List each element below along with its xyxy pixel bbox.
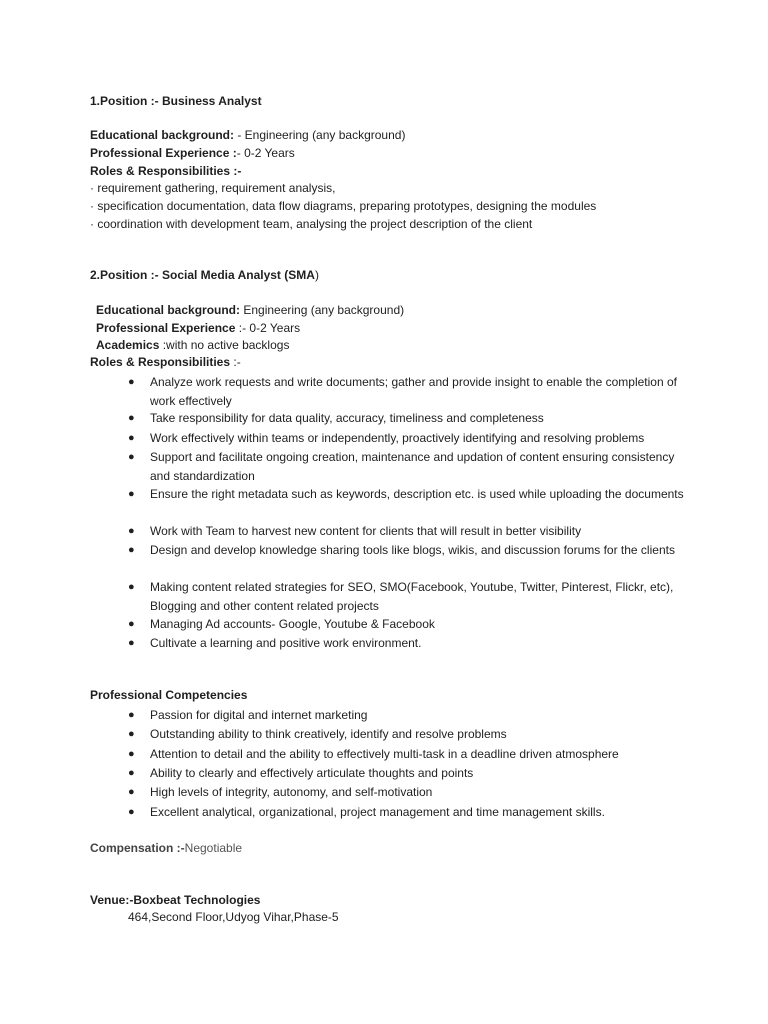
compensation-value: Negotiable xyxy=(184,841,243,855)
bullet-icon: ● xyxy=(128,432,135,444)
compensation xyxy=(90,839,242,857)
pos2-academics-value: :with no active backlogs xyxy=(159,338,290,352)
bullet-icon: ● xyxy=(128,748,135,760)
role-item: Managing Ad accounts- Google, Youtube & Facebook xyxy=(150,617,435,631)
bullet-icon: ● xyxy=(128,488,135,500)
bullet-icon: ● xyxy=(128,618,135,630)
pos1-role-item: · requirement gathering, requirement analysis, xyxy=(90,181,336,195)
competencies-heading: Professional Competencies xyxy=(90,688,248,702)
pos1-education xyxy=(90,126,405,144)
pos2-experience-label: Professional Experience xyxy=(96,321,236,335)
bullet-icon: ● xyxy=(128,728,135,740)
pos1-education-value: - Engineering (any background) xyxy=(234,128,406,142)
bullet-icon: ● xyxy=(128,581,135,593)
pos1-education-label: Educational background: xyxy=(90,128,235,142)
compensation-label: Compensation :- xyxy=(90,841,185,855)
competency-item: Excellent analytical, organizational, project management and time management skills. xyxy=(150,805,605,819)
role-item: Work effectively within teams or independently, proactively identifying and resolving problems xyxy=(150,431,645,445)
competency-item: High levels of integrity, autonomy, and self-motivation xyxy=(150,785,433,799)
pos2-academics xyxy=(96,336,289,354)
role-item: Take responsibility for data quality, accuracy, timeliness and completeness xyxy=(150,411,544,425)
pos2-roles-label: Roles & Responsibilities xyxy=(90,355,231,369)
pos2-education-value: Engineering (any background) xyxy=(240,303,405,317)
pos2-education-label: Educational background: xyxy=(96,303,241,317)
pos1-role-item: · specification documentation, data flow diagrams, preparing prototypes, designing the modules xyxy=(90,199,597,213)
competency-item: Ability to clearly and effectively articulate thoughts and points xyxy=(150,766,474,780)
venue-address: 464,Second Floor,Udyog Vihar,Phase-5 xyxy=(128,910,339,924)
pos2-experience xyxy=(96,319,300,337)
role-item: Cultivate a learning and positive work environment. xyxy=(150,636,422,650)
bullet-icon: ● xyxy=(128,451,135,463)
position-2-title xyxy=(90,266,319,284)
bullet-icon: ● xyxy=(128,767,135,779)
pos1-role-item: · coordination with development team, analysing the project description of the client xyxy=(90,217,533,231)
pos2-academics-label: Academics xyxy=(96,338,160,352)
competency-item: Passion for digital and internet marketing xyxy=(150,708,368,722)
role-item: Design and develop knowledge sharing tools like blogs, wikis, and discussion forums for the clients xyxy=(150,543,675,557)
pos2-experience-value: :- 0-2 Years xyxy=(235,321,301,335)
role-item: Ensure the right metadata such as keywords, description etc. is used while uploading the documents xyxy=(150,487,684,501)
position-2-title-text: 2.Position :- Social Media Analyst (SMA xyxy=(90,268,315,282)
bullet-icon: ● xyxy=(128,525,135,537)
pos1-experience xyxy=(90,144,295,162)
position-2-title-paren: ) xyxy=(314,268,319,282)
pos1-roles-heading: Roles & Responsibilities :- xyxy=(90,164,242,178)
role-item: Support and facilitate ongoing creation, maintenance and updation of content ensuring consistency and standardization xyxy=(150,450,675,483)
bullet-icon: ● xyxy=(128,376,135,388)
bullet-icon: ● xyxy=(128,806,135,818)
bullet-icon: ● xyxy=(128,786,135,798)
bullet-icon: ● xyxy=(128,412,135,424)
pos2-education xyxy=(96,301,404,319)
bullet-icon: ● xyxy=(128,544,135,556)
role-item: Work with Team to harvest new content for clients that will result in better visibility xyxy=(150,524,582,538)
role-item: Making content related strategies for SEO, SMO(Facebook, Youtube, Twitter, Pinterest, Flickr, etc), Blogging and other content related projects xyxy=(150,580,674,613)
competency-item: Outstanding ability to think creatively, identify and resolve problems xyxy=(150,727,507,741)
position-1-title: 1.Position :- Business Analyst xyxy=(90,94,262,108)
competency-item: Attention to detail and the ability to effectively multi-task in a deadline driven atmosphere xyxy=(150,747,619,761)
pos2-roles-suffix: :- xyxy=(230,355,241,369)
role-item: Analyze work requests and write documents; gather and provide insight to enable the completion of work effectively xyxy=(150,375,677,408)
venue-heading: Venue:-Boxbeat Technologies xyxy=(90,893,261,907)
bullet-icon: ● xyxy=(128,709,135,721)
bullet-icon: ● xyxy=(128,637,135,649)
pos2-roles-heading xyxy=(90,353,241,371)
pos1-experience-value: - 0-2 Years xyxy=(236,146,295,160)
pos1-experience-label: Professional Experience : xyxy=(90,146,237,160)
